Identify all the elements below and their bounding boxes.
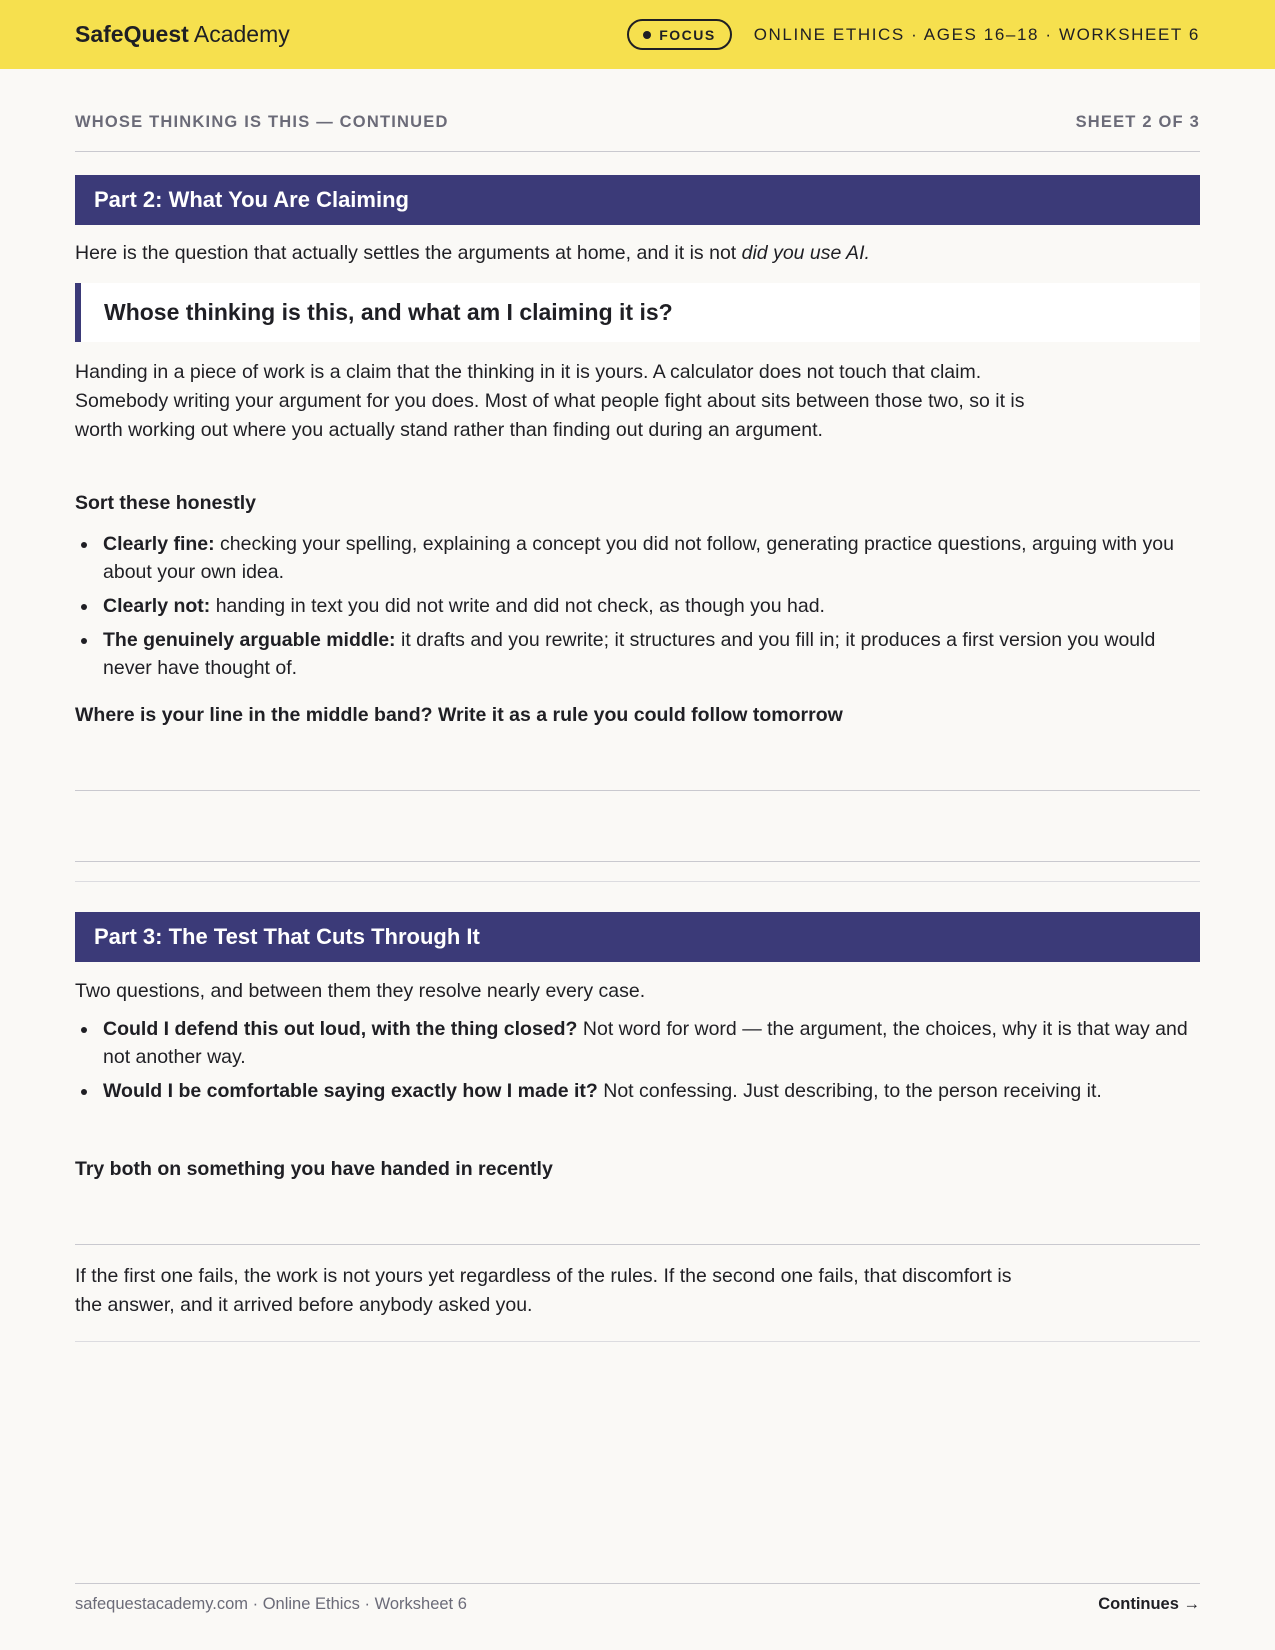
sort-list [75,530,1200,688]
focus-badge-label: FOCUS [659,26,716,43]
brand-logo [75,21,290,48]
part3-heading: Part 3: The Test That Cuts Through It [75,912,1200,962]
part2-heading: Part 2: What You Are Claiming [75,175,1200,225]
worksheet-title: WHOSE THINKING IS THIS — CONTINUED [75,113,449,131]
part3-closing: If the first one fails, the work is not yours yet regardless of the rules. If the second one fails, that discomfort is the answer, and it arrived before anybody asked you. [75,1265,1012,1316]
list-item [75,592,1200,620]
sheet-number: SHEET 2 OF 3 [1075,113,1200,131]
list-item-text: Not confessing. Just describing, to the person receiving it. [597,1080,1102,1102]
list-item-lead: Could I defend this out loud, with the thing closed? [103,1018,578,1040]
answer-line-1[interactable] [75,790,1200,791]
continues-link[interactable]: Continues → [1098,1595,1200,1613]
part2-intro [75,239,870,268]
footer-site-info: safequestacademy.com · Online Ethics · Worksheet 6 [75,1595,467,1613]
list-item-text: checking your spelling, explaining a concept you did not follow, generating practice questions, arguing with you about your own idea. [103,533,1174,583]
list-item-lead: Clearly fine: [103,533,215,555]
bullet-dot-icon [643,31,651,39]
answer-line-2[interactable] [75,861,1200,862]
list-item-lead: Would I be comfortable saying exactly how I made it? [103,1080,598,1102]
top-header-bar [0,0,1275,69]
footer-divider [75,1583,1200,1584]
key-question-callout: Whose thinking is this, and what am I claiming it is? [75,283,1200,342]
part2-body: Handing in a piece of work is a claim that the thinking in it is yours. A calculator does not touch that claim. Somebody writing your argument for you does. Most of what people fight about sits between those two, so it is worth working out where you actually stand rather than finding out during an argument. [75,361,1025,441]
list-item [75,1077,1200,1105]
part2-intro-emphasis: did you use AI. [741,242,870,264]
list-item-text: handing in text you did not write and did not check, as though you had. [210,595,825,617]
brand-name-bold: SafeQuest [75,21,189,47]
list-item [75,626,1200,682]
brand-name-rest: Academy [188,21,290,47]
part3-intro: Two questions, and between them they resolve nearly every case. [75,980,646,1002]
list-item-lead: The genuinely arguable middle: [103,629,396,651]
list-item-lead: Clearly not: [103,595,211,617]
list-item [75,530,1200,586]
sort-label: Sort these honestly [75,492,256,514]
focus-badge [627,19,732,50]
course-meta: ONLINE ETHICS · AGES 16–18 · WORKSHEET 6 [753,24,1200,44]
list-item-text: Not word for word — the argument, the choices, why it is that way and not another way. [103,1018,1188,1068]
test-list [75,1015,1200,1111]
list-item-text: it drafts and you rewrite; it structures and you fill in; it produces a first version you would never have thought of. [103,629,1156,679]
try-both-prompt: Try both on something you have handed in recently [75,1158,553,1180]
answer-line-3[interactable] [75,1244,1200,1245]
middle-band-prompt: Where is your line in the middle band? Write it as a rule you could follow tomorrow [75,704,843,726]
subheader-divider [75,151,1200,152]
part2-intro-text: Here is the question that actually settles the arguments at home, and it is not [75,242,742,264]
closing-divider [75,1341,1200,1342]
section-divider [75,881,1200,882]
sub-header [75,113,1200,132]
list-item [75,1015,1200,1071]
header-meta [627,19,1200,50]
footer [75,1595,1200,1614]
